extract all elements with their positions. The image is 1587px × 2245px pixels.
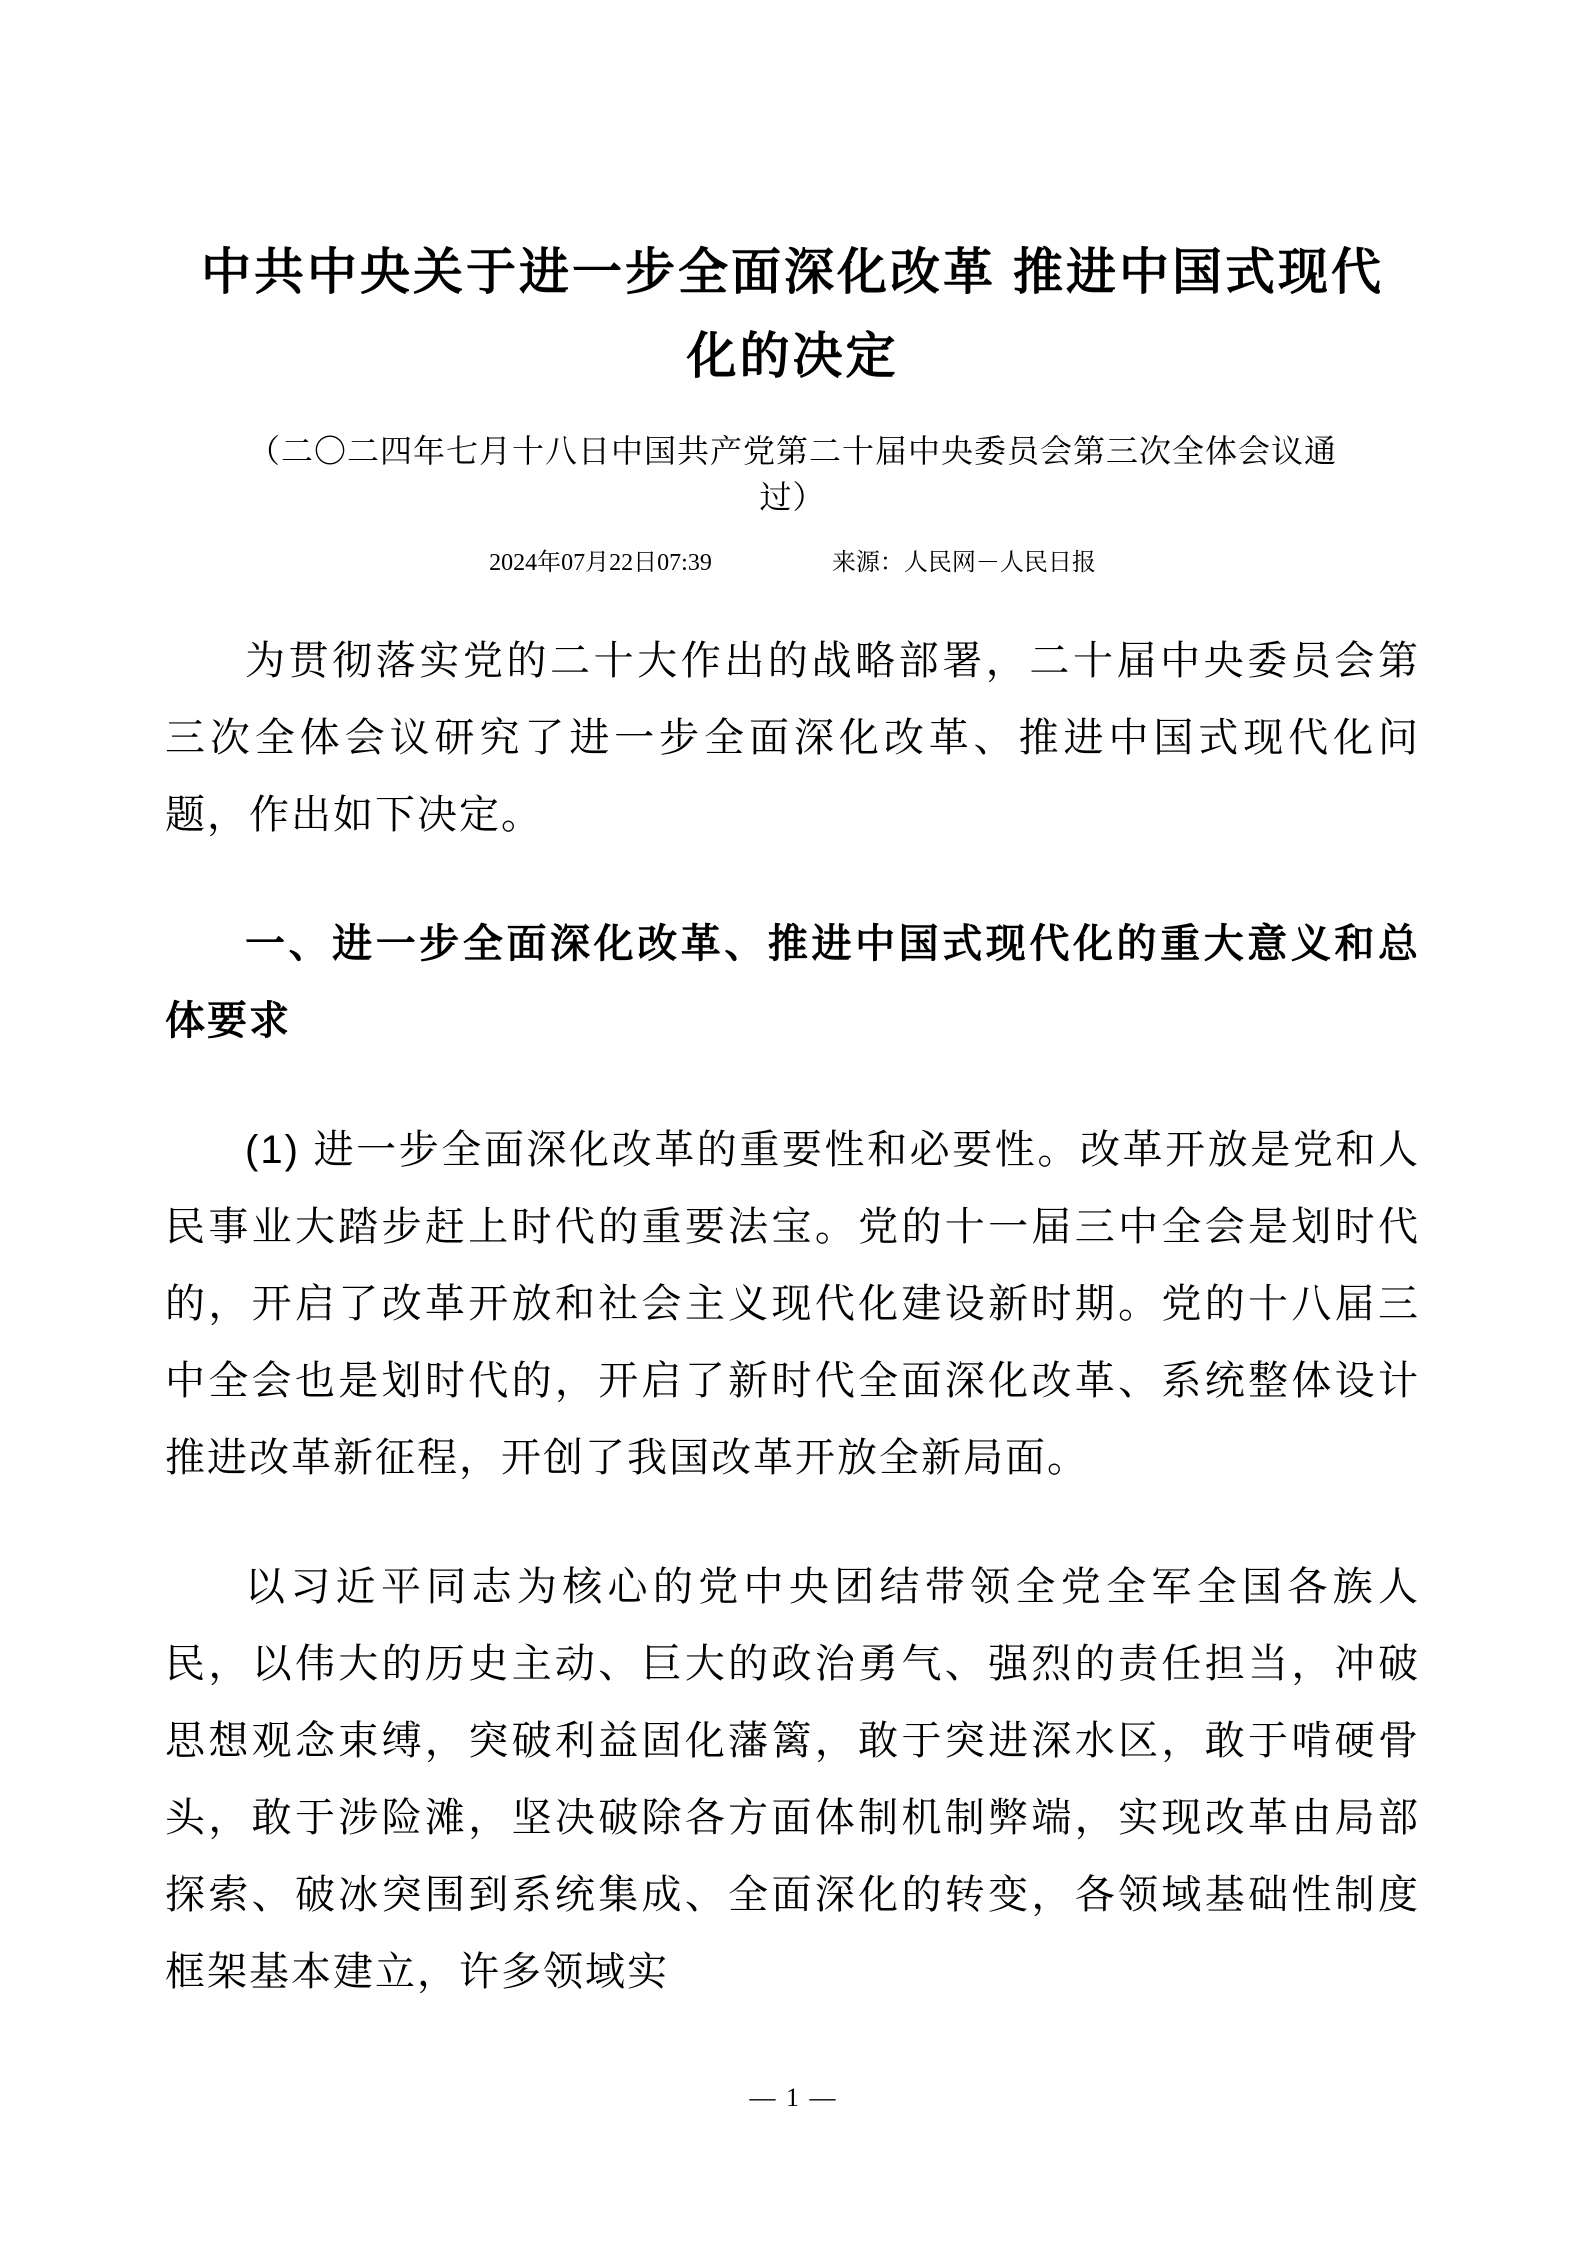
body-paragraph: 为贯彻落实党的二十大作出的战略部署，二十届中央委员会第三次全体会议研究了进一步全面深化改革、推进中国式现代化问题，作出如下决定。 xyxy=(165,639,1420,837)
source-line xyxy=(832,548,1096,578)
document-title: 中共中央关于进一步全面深化改革 推进中国式现代化的决定 xyxy=(201,244,1384,384)
document-meta xyxy=(165,548,1420,578)
section-heading: 一、进一步全面深化改革、推进中国式现代化的重大意义和总体要求 xyxy=(165,922,1420,1043)
page-number: — 1 — xyxy=(749,2083,838,2112)
source-name: 人民网－人民日报 xyxy=(903,550,1096,576)
body-paragraph: (1) 进一步全面深化改革的重要性和必要性。改革开放是党和人民事业大踏步赶上时代的重要法宝。党的十一届三中全会是划时代的，开启了改革开放和社会主义现代化建设新时期。党的十八届三中全会也是划时代的，开启了新时代全面深化改革、系统整体设计推进改革新征程，开创了我国改革开放全新局面。 xyxy=(165,1128,1420,1480)
body-paragraph: 以习近平同志为核心的党中央团结带领全党全军全国各族人民，以伟大的历史主动、巨大的政治勇气、强烈的责任担当，冲破思想观念束缚，突破利益固化藩篱，敢于突进深水区，敢于啃硬骨头，敢于涉险滩，坚决破除各方面体制机制弊端，实现改革由局部探索、破冰突围到系统集成、全面深化的转变，各领域基础性制度框架基本建立，许多领域实 xyxy=(165,1565,1420,1994)
document-body xyxy=(165,623,1420,2011)
source-label: 来源： xyxy=(831,550,904,576)
document-subtitle: （二〇二四年七月十八日中国共产党第二十届中央委员会第三次全体会议通过） xyxy=(247,433,1337,515)
publish-datetime: 2024年07月22日07:39 xyxy=(489,550,712,576)
